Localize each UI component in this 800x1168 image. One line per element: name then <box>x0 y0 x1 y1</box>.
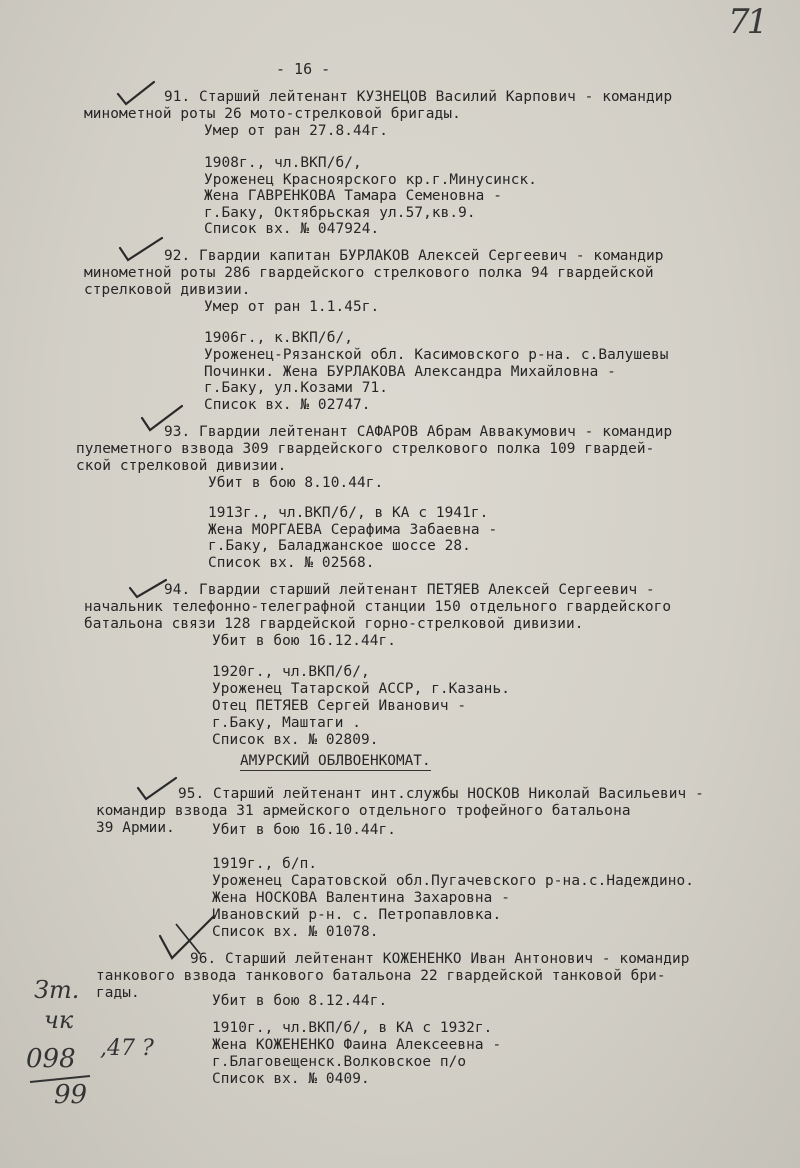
entry-93-line: 1913г., чл.ВКП/б/, в КА с 1941г. <box>208 505 489 521</box>
entry-94-line: г.Баку, Маштаги . <box>212 715 361 731</box>
entry-95-line: Ивановский р-н. с. Петропавловка. <box>212 907 502 923</box>
entry-95-line: 95. Старший лейтенант инт.службы НОСКОВ Николай Васильевич - <box>178 786 704 802</box>
entry-94-line: 1920г., чл.ВКП/б/, <box>212 664 370 680</box>
entry-95-line: Список вх. № 01078. <box>212 924 379 940</box>
margin-note: 99 <box>54 1080 88 1110</box>
check-mark-icon <box>136 776 178 802</box>
entry-96-line: 1910г., чл.ВКП/б/, в КА с 1932г. <box>212 1020 493 1036</box>
entry-94-line: Уроженец Татарской АССР, г.Казань. <box>212 681 510 697</box>
section-heading: АМУРСКИЙ ОБЛВОЕНКОМАТ. <box>240 753 431 769</box>
margin-note: ,47 ? <box>100 1036 154 1061</box>
margin-note: Зт. <box>34 976 80 1004</box>
entry-92-line: Починки. Жена БУРЛАКОВА Александра Михайловна - <box>204 364 616 380</box>
folio-number: 71 <box>728 2 766 42</box>
entry-93-line: 93. Гвардии лейтенант САФАРОВ Абрам Аввакумович - командир <box>164 424 673 440</box>
entry-93-line: г.Баку, Баладжанское шоссе 28. <box>208 538 471 554</box>
entry-92-line: 1906г., к.ВКП/б/, <box>204 330 353 346</box>
entry-91-line: 1908г., чл.ВКП/б/, <box>204 155 362 171</box>
check-mark-icon <box>116 80 156 108</box>
page-number: - 16 - <box>276 60 331 78</box>
entry-92-line: минометной роты 286 гвардейского стрелкового полка 94 гвардейской <box>84 265 654 281</box>
entry-94-line: Отец ПЕТЯЕВ Сергей Иванович - <box>212 698 467 714</box>
margin-note: 098 <box>26 1044 76 1074</box>
entry-96-line: танкового взвода танкового батальона 22 гвардейской танковой бри- <box>96 968 666 984</box>
entry-95-line: 1919г., б/п. <box>212 856 318 872</box>
entry-91-line: Уроженец Красноярского кр.г.Минусинск. <box>204 172 538 188</box>
entry-91-line: 91. Старший лейтенант КУЗНЕЦОВ Василий Карпович - командир <box>164 89 673 105</box>
entry-93-line: пулеметного взвода 309 гвардейского стрелкового полка 109 гвардей- <box>76 441 655 457</box>
entry-94-line: Убит в бою 16.12.44г. <box>212 633 397 649</box>
entry-93-line: Убит в бою 8.10.44г. <box>208 475 384 491</box>
entry-92-line: г.Баку, ул.Козами 71. <box>204 380 389 396</box>
entry-96-line: Список вх. № 0409. <box>212 1071 370 1087</box>
entry-92-line: Уроженец-Рязанской обл. Касимовского р-на. с.Валушевы <box>204 347 669 363</box>
entry-91-line: Список вх. № 047924. <box>204 221 380 237</box>
entry-94-line: 94. Гвардии старший лейтенант ПЕТЯЕВ Алексей Сергеевич - <box>164 582 655 598</box>
entry-96-line: гады. <box>96 985 140 1001</box>
entry-95-line: 39 Армии. <box>96 820 175 836</box>
entry-94-line: Список вх. № 02809. <box>212 732 379 748</box>
entry-96-line: г.Благовещенск.Волковское п/о <box>212 1054 467 1070</box>
entry-91-line: минометной роты 26 мото-стрелковой бригады. <box>84 106 461 122</box>
check-mark-icon <box>118 236 164 264</box>
entry-91-line: Умер от ран 27.8.44г. <box>204 123 389 139</box>
entry-91-line: г.Баку, Октябрьская ул.57,кв.9. <box>204 205 476 221</box>
entry-91-line: Жена ГАВРЕНКОВА Тамара Семеновна - <box>204 188 502 204</box>
entry-94-line: начальник телефонно-телеграфной станции 150 отдельного гвардейского <box>84 599 672 615</box>
entry-93-line: ской стрелковой дивизии. <box>76 458 287 474</box>
entry-92-line: Список вх. № 02747. <box>204 397 371 413</box>
entry-92-line: стрелковой дивизии. <box>84 282 251 298</box>
entry-93-line: Список вх. № 02568. <box>208 555 375 571</box>
entry-95-line: Жена НОСКОВА Валентина Захаровна - <box>212 890 510 906</box>
entry-95-line: Уроженец Саратовской обл.Пугачевского р-на.с.Надеждино. <box>212 873 695 889</box>
check-mark-icon <box>128 578 168 600</box>
entry-94-line: батальона связи 128 гвардейской горно-стрелковой дивизии. <box>84 616 584 632</box>
entry-92-line: Умер от ран 1.1.45г. <box>204 299 380 315</box>
entry-96-line: Жена КОЖЕНЕНКО Фаина Алексеевна - <box>212 1037 502 1053</box>
entry-92-line: 92. Гвардии капитан БУРЛАКОВ Алексей Сергеевич - командир <box>164 248 664 264</box>
margin-note: чк <box>44 1006 74 1034</box>
entry-95-line: командир взвода 31 армейского отдельного трофейного батальона <box>96 803 631 819</box>
entry-95-line: Убит в бою 16.10.44г. <box>212 822 397 838</box>
entry-93-line: Жена МОРГАЕВА Серафима Забаевна - <box>208 522 498 538</box>
entry-96-line: 96. Старший лейтенант КОЖЕНЕНКО Иван Антонович - командир <box>190 951 690 967</box>
entry-96-line: Убит в бою 8.12.44г. <box>212 993 388 1009</box>
